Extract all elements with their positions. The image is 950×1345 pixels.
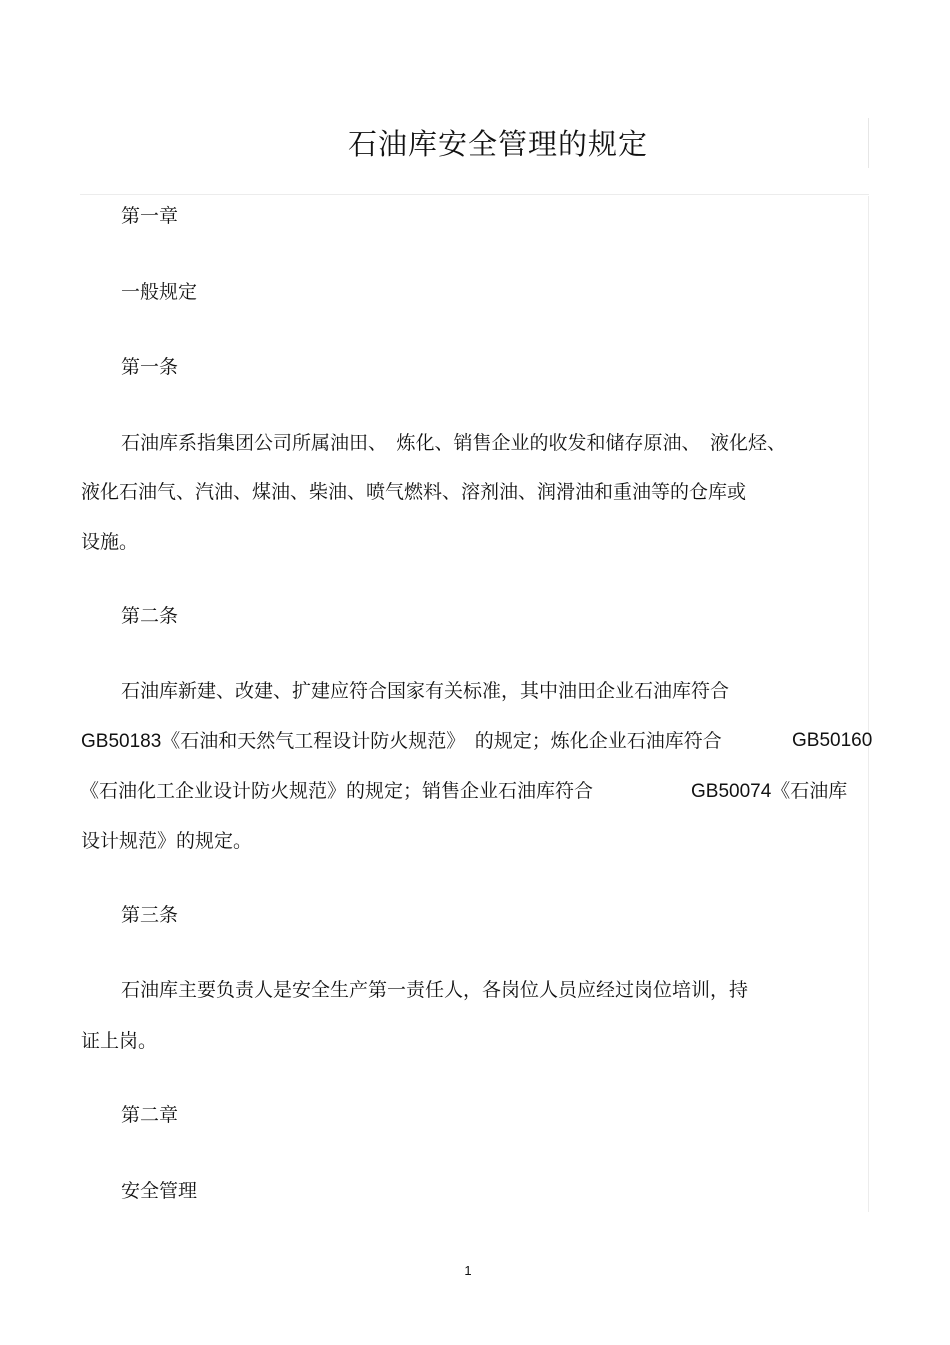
chapter-2-name: 安全管理: [121, 1180, 198, 1202]
article-2-line-3-tail: [691, 778, 847, 805]
article-2-line-3: 《石油化工企业设计防火规范》的规定；销售企业石油库符合: [80, 780, 594, 802]
article-1-line-2: 液化石油气、汽油、煤油、柴油、喷气燃料、溶剂油、润滑油和重油等的仓库或: [81, 481, 747, 503]
article-3-heading: 第三条: [121, 904, 179, 926]
article-2-line-2: [81, 728, 722, 755]
article-2-line-3-tail-text: 《石油库: [771, 780, 848, 802]
header-divider: [80, 194, 869, 195]
article-2-line-1: 石油库新建、改建、扩建应符合国家有关标准，其中油田企业石油库符合: [121, 680, 730, 702]
article-2-line-4: 设计规范》的规定。: [81, 830, 253, 852]
article-3-line-2: 证上岗。: [81, 1030, 158, 1052]
chapter-2-heading: 第二章: [121, 1104, 179, 1126]
article-1-line-1: 石油库系指集团公司所属油田、 炼化、销售企业的收发和储存原油、 液化烃、: [121, 432, 787, 454]
article-1-line-3: 设施。: [81, 531, 139, 553]
margin-line-right: [868, 196, 869, 1212]
document-title: 石油库安全管理的规定: [347, 127, 648, 161]
chapter-1-heading: 第一章: [121, 205, 179, 227]
article-2-heading: 第二条: [121, 605, 179, 627]
article-1-heading: 第一条: [121, 356, 179, 378]
standard-code-gb50183: GB50183: [81, 731, 162, 752]
standard-code-gb50074: GB50074: [691, 781, 772, 802]
article-3-line-1: 石油库主要负责人是安全生产第一责任人，各岗位人员应经过岗位培训，持: [121, 979, 749, 1001]
chapter-1-name: 一般规定: [121, 281, 198, 303]
standard-code-gb50160: GB50160: [792, 730, 873, 751]
article-2-line-2-text: 《石油和天然气工程设计防火规范》 的规定；炼化企业石油库符合: [161, 730, 722, 752]
page-number: 1: [464, 1263, 472, 1278]
